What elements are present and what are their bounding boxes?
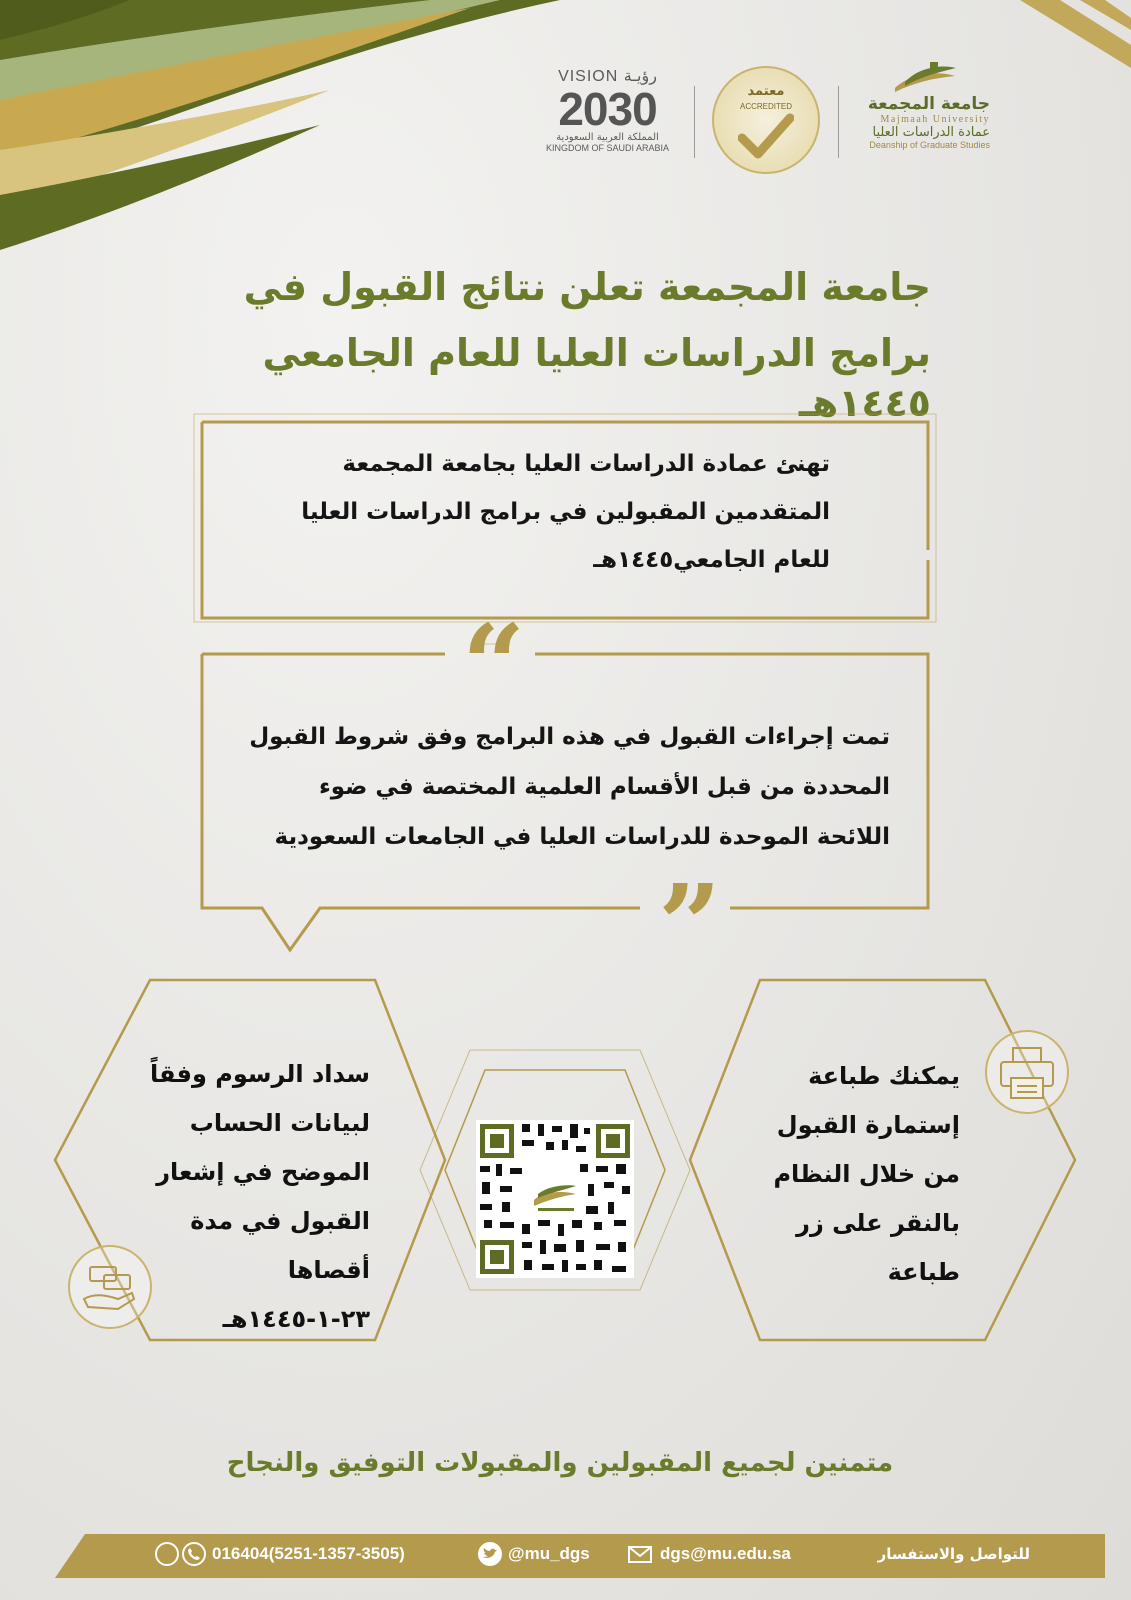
fees-text <box>140 1050 370 1344</box>
seal-english: ACCREDITED <box>739 102 792 111</box>
quote-close-mark: ” <box>658 860 722 989</box>
university-logo <box>850 60 990 150</box>
vision-top-text: VISION رؤيـة <box>558 68 657 85</box>
university-emblem-icon <box>890 60 960 94</box>
whatsapp-icon <box>155 1542 179 1566</box>
fees-line: الموضح في إشعار <box>156 1158 370 1186</box>
seal-arabic: معتمد <box>747 84 785 99</box>
quote-line-2: المحددة من قبل الأقسام العلمية المختصة في ضوء <box>318 774 890 800</box>
vision-year: 2030 <box>558 83 657 135</box>
university-name-arabic: جامعة المجمعة <box>867 94 990 114</box>
check-icon <box>738 112 794 160</box>
quote-line-3: اللائحة الموحدة للدراسات العليا في الجامعات السعودية <box>274 824 890 850</box>
print-line: بالنقر على زر <box>796 1209 960 1237</box>
money-hand-icon <box>68 1245 152 1329</box>
accreditation-seal <box>712 66 820 174</box>
print-line: طباعة <box>887 1258 960 1286</box>
congrats-text <box>230 440 830 584</box>
footer-email[interactable]: dgs@mu.edu.sa <box>660 1544 791 1563</box>
print-line: يمكنك طباعة <box>808 1062 960 1090</box>
vision-english: KINGDOM OF SAUDI ARABIA <box>545 143 670 153</box>
fees-line: لبيانات الحساب <box>189 1109 370 1137</box>
page-title-line-1: جامعة المجمعة تعلن نتائج القبول في <box>243 265 931 309</box>
logo-separator-2 <box>838 86 839 158</box>
congrats-line-1: تهنئ عمادة الدراسات العليا بجامعة المجمعة <box>342 451 830 477</box>
fees-line: سداد الرسوم وفقاً <box>149 1060 370 1088</box>
footer-phone[interactable]: 016404(5251-1357-3505) <box>212 1544 405 1563</box>
footer-contact-label: للتواصل والاستفسار <box>877 1545 1030 1563</box>
phone-icon <box>182 1542 206 1566</box>
university-name-english: Majmaah University <box>880 114 990 125</box>
page-title-line-2: برامج الدراسات العليا للعام الجامعي ١٤٤٥هـ <box>262 331 931 425</box>
print-line: من خلال النظام <box>773 1160 960 1188</box>
vision-2030-logo <box>540 66 675 153</box>
header-swoosh-decoration <box>0 0 600 260</box>
quote-text <box>210 712 890 862</box>
congrats-line-3: للعام الجامعي١٤٤٥هـ <box>593 547 830 573</box>
footer-twitter[interactable]: @mu_dgs <box>508 1544 590 1563</box>
email-icon <box>628 1544 652 1564</box>
congrats-line-2: المتقدمين المقبولين في برامج الدراسات العليا <box>301 499 830 525</box>
fees-line: القبول في مدة <box>190 1207 370 1235</box>
logo-separator <box>694 86 695 158</box>
deanship-arabic: عمادة الدراسات العليا <box>872 125 990 140</box>
fees-line: ٢٣-١-١٤٤٥هـ <box>222 1305 370 1333</box>
twitter-icon <box>478 1542 502 1566</box>
vision-arabic: المملكة العربية السعودية <box>556 132 659 143</box>
quote-open-mark: “ <box>462 600 526 729</box>
print-text <box>745 1052 960 1297</box>
quote-line-1: تمت إجراءات القبول في هذه البرامج وفق شروط القبول <box>249 724 890 750</box>
qr-code[interactable] <box>476 1120 634 1278</box>
deanship-english: Deanship of Graduate Studies <box>869 140 990 150</box>
closing-message: متمنين لجميع المقبولين والمقبولات التوفيق والنجاح <box>226 1448 894 1478</box>
corner-stripes-decoration <box>1010 0 1131 70</box>
print-line: إستمارة القبول <box>776 1111 960 1139</box>
fees-line: أقصاها <box>287 1256 370 1284</box>
printer-icon <box>985 1030 1069 1114</box>
